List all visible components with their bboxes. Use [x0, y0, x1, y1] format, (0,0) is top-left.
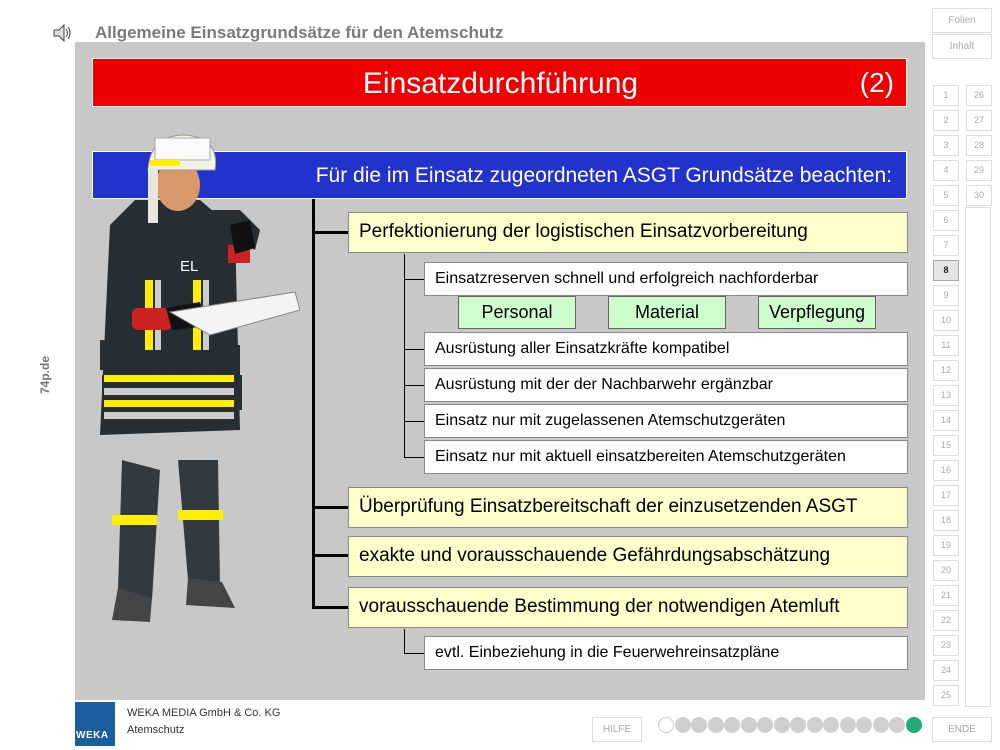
- tree-branch: [312, 606, 348, 609]
- firefighter-illustration: [90, 130, 300, 630]
- tree-line-main: [312, 199, 315, 609]
- progress-dot[interactable]: [807, 717, 823, 733]
- slide-number-5[interactable]: 5: [933, 185, 959, 206]
- slide-number-28[interactable]: 28: [966, 135, 992, 156]
- slide-number-20[interactable]: 20: [933, 560, 959, 581]
- slide-number-16[interactable]: 16: [933, 460, 959, 481]
- slide-number-29[interactable]: 29: [966, 160, 992, 181]
- speaker-icon[interactable]: [52, 22, 74, 44]
- progress-dot[interactable]: [658, 717, 674, 733]
- slide-number-25[interactable]: 25: [933, 685, 959, 706]
- slide-number-4[interactable]: 4: [933, 160, 959, 181]
- slide-number-15[interactable]: 15: [933, 435, 959, 456]
- item-box: Einsatz nur mit aktuell einsatzbereiten Atemschutzgeräten: [424, 440, 908, 474]
- inhalt-button[interactable]: Inhalt: [932, 34, 992, 59]
- tree-line-sub: [404, 254, 405, 457]
- tree-branch: [312, 554, 348, 557]
- ende-button[interactable]: ENDE: [932, 717, 992, 742]
- slide-number-8[interactable]: 8: [933, 260, 959, 281]
- course-title: Allgemeine Einsatzgrundsätze für den Atemschutz: [95, 23, 504, 42]
- item-box: Überprüfung Einsatzbereitschaft der einzusetzenden ASGT: [348, 487, 908, 528]
- tree-branch: [312, 231, 348, 234]
- slide-number-13[interactable]: 13: [933, 385, 959, 406]
- slide-number-27[interactable]: 27: [966, 110, 992, 131]
- tag-box: Material: [608, 296, 726, 329]
- item-box: Ausrüstung mit der der Nachbarwehr ergänzbar: [424, 368, 908, 402]
- slide-number-7[interactable]: 7: [933, 235, 959, 256]
- progress-dot[interactable]: [708, 717, 724, 733]
- slide-number-22[interactable]: 22: [933, 610, 959, 631]
- item-box: Ausrüstung aller Einsatzkräfte kompatibel: [424, 332, 908, 366]
- tree-branch: [404, 653, 424, 654]
- item-box: vorausschauende Bestimmung der notwendigen Atemluft: [348, 587, 908, 628]
- progress-dot[interactable]: [724, 717, 740, 733]
- slide-title: Einsatzdurchführung: [362, 67, 639, 100]
- slide-number-23[interactable]: 23: [933, 635, 959, 656]
- progress-dot[interactable]: [675, 717, 691, 733]
- footer-company: WEKA MEDIA GmbH & Co. KG: [127, 707, 281, 719]
- footer-subtitle: Atemschutz: [127, 724, 185, 736]
- progress-dot[interactable]: [741, 717, 757, 733]
- slide-title-bar: [92, 58, 907, 107]
- weka-logo-text: WEKA: [76, 730, 109, 741]
- item-box: Perfektionierung der logistischen Einsatzvorbereitung: [348, 212, 908, 253]
- slide-number-26[interactable]: 26: [966, 85, 992, 106]
- subheading-text: Für die im Einsatz zugeordneten ASGT Grundsätze beachten:: [315, 164, 892, 187]
- tree-branch: [404, 457, 424, 458]
- slide-number-1[interactable]: 1: [933, 85, 959, 106]
- slide-number-18[interactable]: 18: [933, 510, 959, 531]
- progress-dot[interactable]: [873, 717, 889, 733]
- slide-number-12[interactable]: 12: [933, 360, 959, 381]
- tree-line-sub: [404, 629, 405, 653]
- slide-number-10[interactable]: 10: [933, 310, 959, 331]
- progress-dot[interactable]: [889, 717, 905, 733]
- item-box: evtl. Einbeziehung in die Feuerwehreinsatzpläne: [424, 636, 908, 670]
- tree-branch: [404, 385, 424, 386]
- folien-button[interactable]: Folien: [932, 8, 992, 33]
- slide-number-9[interactable]: 9: [933, 285, 959, 306]
- tag-box: Verpflegung: [758, 296, 876, 329]
- progress-dot[interactable]: [906, 717, 922, 733]
- slide-number-6[interactable]: 6: [933, 210, 959, 231]
- slide-number-21[interactable]: 21: [933, 585, 959, 606]
- progress-dot[interactable]: [840, 717, 856, 733]
- item-box: Einsatz nur mit zugelassenen Atemschutzgeräten: [424, 404, 908, 438]
- hilfe-button[interactable]: HILFE: [592, 717, 642, 742]
- tree-branch: [312, 506, 348, 509]
- tag-box: Personal: [458, 296, 576, 329]
- slide-title-number: (2): [859, 67, 894, 98]
- progress-dot[interactable]: [757, 717, 773, 733]
- side-label: 74p.de: [38, 356, 52, 395]
- progress-dot[interactable]: [823, 717, 839, 733]
- progress-dot[interactable]: [774, 717, 790, 733]
- slide-number-scrollbar[interactable]: [965, 207, 991, 707]
- slide-number-2[interactable]: 2: [933, 110, 959, 131]
- slide-number-24[interactable]: 24: [933, 660, 959, 681]
- item-box: exakte und vorausschauende Gefährdungsabschätzung: [348, 536, 908, 577]
- slide-number-14[interactable]: 14: [933, 410, 959, 431]
- tree-branch: [404, 421, 424, 422]
- slide-number-17[interactable]: 17: [933, 485, 959, 506]
- slide-number-30[interactable]: 30: [966, 185, 992, 206]
- slide-number-19[interactable]: 19: [933, 535, 959, 556]
- tree-branch: [404, 279, 424, 280]
- progress-dot[interactable]: [856, 717, 872, 733]
- tree-branch: [404, 349, 424, 350]
- progress-dot[interactable]: [691, 717, 707, 733]
- progress-dot[interactable]: [790, 717, 806, 733]
- slide-number-3[interactable]: 3: [933, 135, 959, 156]
- slide-number-11[interactable]: 11: [933, 335, 959, 356]
- item-box: Einsatzreserven schnell und erfolgreich nachforderbar: [424, 262, 908, 296]
- leader-badge: EL: [180, 258, 199, 275]
